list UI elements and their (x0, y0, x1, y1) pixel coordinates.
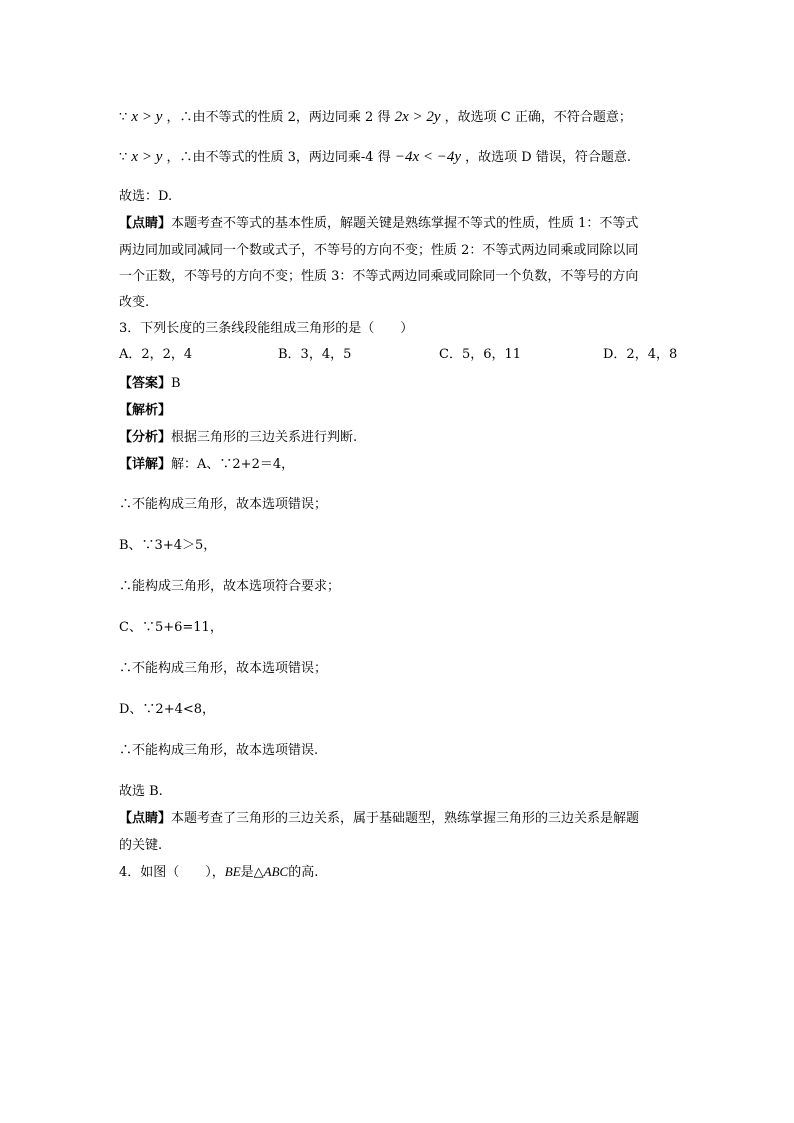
text-line: 改变. (119, 295, 150, 310)
math-expression: −4x < −4y (394, 149, 462, 165)
because-symbol: ∵ (119, 110, 128, 125)
text-line: ∴能构成三角形，故本选项符合要求； (119, 579, 341, 594)
text-line: 一个正数，不等号的方向不变；性质 3：不等式两边同乘或同除同一个负数，不等号的方向 (119, 269, 639, 284)
text-line: D、∵2+4<8， (119, 702, 216, 717)
option-a: A．2，2，4 (119, 347, 193, 362)
section-tag: 【分析】 (119, 430, 172, 445)
text-line (119, 148, 631, 167)
text-line: 两边同加或同减同一个数或式子，不等号的方向不变；性质 2：不等式两边同乘或同除以同 (119, 243, 639, 258)
question-4 (119, 863, 318, 882)
text-span: ，∴由不等式的性质 3，两边同乘-4 得 (166, 150, 391, 165)
math-expression: x > y (131, 109, 163, 125)
text-span: 本题考查不等式的基本性质，解题关键是熟练掌握不等式的性质，性质 1：不等式 (171, 216, 639, 231)
text-line: ∴不能构成三角形，故本选项错误； (119, 497, 328, 512)
text-line: 的关键. (119, 838, 163, 853)
because-symbol: ∵ (119, 150, 128, 165)
math-expression: BE (224, 864, 241, 879)
math-expression: 2x > 2y (394, 109, 441, 125)
text-line: C、∵5+6=11， (119, 620, 223, 635)
text-span: 是△ (240, 865, 264, 880)
math-expression: ABC (263, 864, 289, 879)
section-tag: 【点睛】 (119, 216, 172, 231)
answer-line: 故选：D. (119, 189, 173, 204)
text-span: ，∴由不等式的性质 2，两边同乘 2 得 (166, 110, 391, 125)
question-3: 3．下列长度的三条线段能组成三角形的是（ ） (119, 321, 414, 336)
text-line (119, 456, 294, 474)
text-span: ，故选项 D 错误，符合题意. (465, 150, 631, 165)
text-span: ，故选项 C 正确，不符合题意； (444, 110, 632, 125)
section-tag: 【解析】 (119, 403, 172, 418)
text-span: 解：A、∵2+2＝4， (171, 457, 295, 472)
text-span: 4．如图（ ）， (119, 865, 225, 880)
option-d: D．2，4，8 (603, 347, 678, 362)
text-line: B、∵3+4＞5， (119, 538, 217, 553)
text-span: 的高. (288, 865, 319, 880)
text-line (119, 810, 639, 828)
option-c: C．5，6，11 (439, 347, 522, 362)
text-span: 根据三角形的三边关系进行判断. (171, 430, 358, 445)
text-line: 故选 B. (119, 784, 163, 799)
text-line (119, 215, 638, 233)
text-line: ∴不能构成三角形，故本选项错误； (119, 661, 328, 676)
text-line: ∴不能构成三角形，故本选项错误. (119, 743, 319, 758)
answer-value: B (171, 376, 181, 391)
text-line (119, 108, 632, 127)
text-line (119, 429, 357, 447)
answer-line (119, 375, 181, 393)
section-tag: 【详解】 (119, 457, 172, 472)
option-b: B．3，4，5 (278, 347, 352, 362)
section-tag: 【点睛】 (119, 811, 172, 826)
text-span: 本题考查了三角形的三边关系，属于基础题型，熟练掌握三角形的三边关系是解题 (171, 811, 640, 826)
math-expression: x > y (131, 149, 163, 165)
section-tag: 【答案】 (119, 376, 172, 391)
